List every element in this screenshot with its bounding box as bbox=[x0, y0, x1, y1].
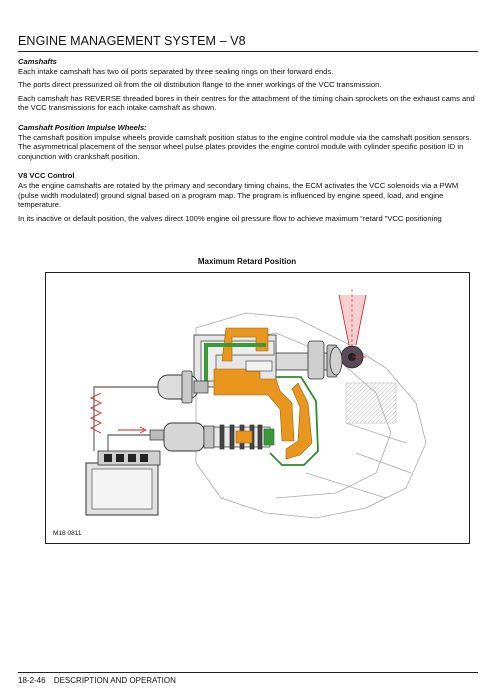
vcc-paragraph-2: In its inactive or default position, the valves direct 100% engine oil pressure flow to achieve maximum “retard ”VCC positioning bbox=[18, 213, 442, 223]
section-heading-vcc-control: V8 VCC Control bbox=[18, 171, 75, 181]
crank-sensor-beam bbox=[339, 289, 366, 368]
figure-title: Maximum Retard Position bbox=[197, 257, 297, 266]
page-number: 18-2-46 bbox=[18, 676, 46, 685]
page-footer bbox=[18, 672, 478, 685]
signal-wiring bbox=[91, 387, 158, 451]
page-header bbox=[18, 34, 478, 52]
page-title: ENGINE MANAGEMENT SYSTEM – V8 bbox=[18, 34, 246, 48]
pulley-ring bbox=[330, 347, 342, 375]
camshafts-paragraph-1: Each intake camshaft has two oil ports separated by three sealing rings on their forward ends. bbox=[18, 66, 334, 76]
footer-section: DESCRIPTION AND OPERATION bbox=[53, 676, 176, 685]
impulse-wheels-paragraph: The camshaft position impulse wheels provide camshaft position status to the engine control module via the camshaft position sensors. The asymmetrical placement of the sensor wheel pulse plates provides the engine control module with cylinder specific position ID in conjunction with crankshaft position. bbox=[18, 132, 472, 161]
vcc-illustration bbox=[46, 273, 470, 544]
camshafts-paragraph-3: Each camshaft has REVERSE threaded bores in their centres for the attachment of the timing chain sprockets on the exhaust cams and the VCC transmissions for each intake camshaft as shown. bbox=[18, 93, 475, 113]
camshafts-paragraph-2: The ports direct pressurized oil from the oil distribution flange to the inner workings of the VCC transmission. bbox=[18, 80, 382, 90]
vcc-diagram bbox=[45, 272, 470, 544]
ecm-module bbox=[86, 451, 160, 515]
section-heading-camshafts: Camshafts bbox=[18, 57, 57, 66]
vcc-paragraph-1: As the engine camshafts are rotated by the primary and secondary timing chains, the ECM activates the VCC solenoids via a PWM (pulse width modulated) ground signal based on a program map. The program is influenced by engine speed, load, and engine temperature. bbox=[18, 180, 459, 210]
figure-code: M18 0811 bbox=[53, 530, 82, 537]
camshaft bbox=[271, 341, 337, 379]
main-content bbox=[18, 57, 478, 227]
section-heading-impulse-wheels: Camshaft Position Impulse Wheels: bbox=[18, 122, 147, 132]
vcc-solenoid bbox=[150, 423, 274, 451]
